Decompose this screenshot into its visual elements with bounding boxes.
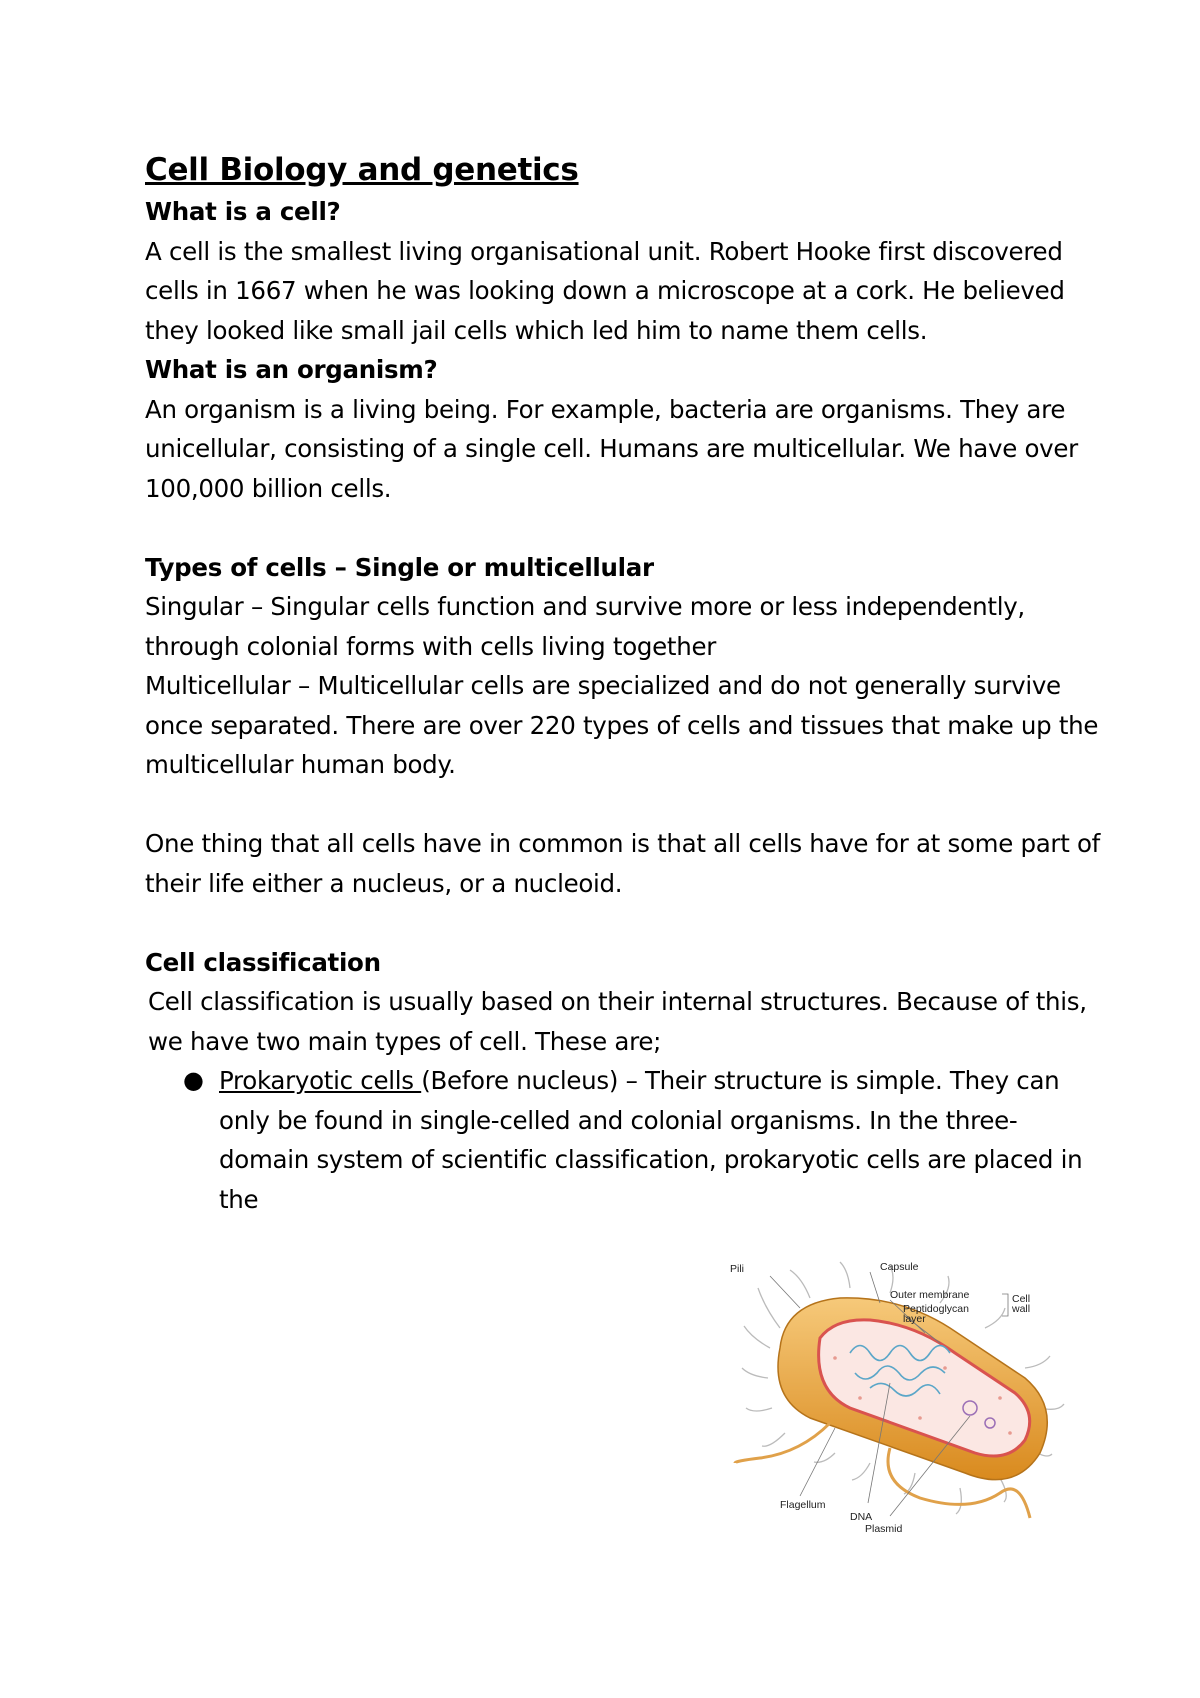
label-dna: DNA — [850, 1511, 873, 1523]
bullet-icon: ● — [183, 1066, 204, 1094]
label-capsule: Capsule — [880, 1261, 919, 1273]
heading-types-of-cells: Types of cells – Single or multicellular — [145, 552, 654, 582]
paragraph-what-is-cell: A cell is the smallest living organisational unit. Robert Hooke first discovered cells in 1667 when he was looking down a microscope at a cork. He believed they looked like small jail cells which led him to name them cells. — [145, 236, 1065, 345]
label-flagellum: Flagellum — [780, 1499, 826, 1511]
paragraph-classification: Cell classification is usually based on their internal structures. Because of this, we have two main types of cell. These are; — [148, 987, 1087, 1056]
label-peptidoglycan: Peptidoglycan — [903, 1303, 969, 1315]
page-title: Cell Biology and genetics — [145, 152, 579, 188]
heading-what-is-organism: What is an organism? — [145, 355, 438, 384]
label-peptidoglycan-layer: layer — [903, 1313, 926, 1325]
paragraph-multicellular: Multicellular – Multicellular cells are specialized and do not generally survive once separated. There are over 220 types of cells and tissues that make up the multicellular human body. — [145, 671, 1099, 779]
label-pili: Pili — [730, 1263, 745, 1275]
bullet-text: (Before nucleus) – Their structure is simple. They can only be found in single-celled and colonial organisms. In the three-domain system of scientific classification, prokaryotic cells are placed in the — [219, 1066, 1083, 1214]
cell-wall-icon — [819, 1320, 1030, 1456]
spacer — [145, 508, 1105, 548]
label-cell-wall-2: wall — [1012, 1303, 1031, 1315]
bullet-term: Prokaryotic cells — [219, 1066, 422, 1095]
list-item — [145, 1061, 1105, 1219]
heading-what-is-cell: What is a cell? — [145, 197, 341, 226]
spacer — [145, 785, 1105, 825]
spacer — [145, 903, 1105, 943]
prokaryotic-cell-diagram — [730, 1258, 1090, 1548]
label-cell-wall: Cell — [1012, 1293, 1031, 1305]
text-column — [145, 148, 1105, 1219]
label-plasmid: Plasmid — [865, 1523, 903, 1535]
paragraph-singular: Singular – Singular cells function and survive more or less independently, through colonial forms with cells living together — [145, 592, 1025, 661]
paragraph-what-is-organism: An organism is a living being. For example, bacteria are organisms. They are unicellular, consisting of a single cell. Humans are multicellular. We have over 100,000 billion cells. — [145, 394, 1078, 503]
label-outer-membrane: Outer membrane — [890, 1289, 970, 1301]
paragraph-common: One thing that all cells have in common is that all cells have for at some part of their life either a nucleus, or a nucleoid. — [145, 829, 1101, 898]
bullet-list — [145, 1061, 1105, 1219]
heading-cell-classification: Cell classification — [145, 947, 381, 977]
